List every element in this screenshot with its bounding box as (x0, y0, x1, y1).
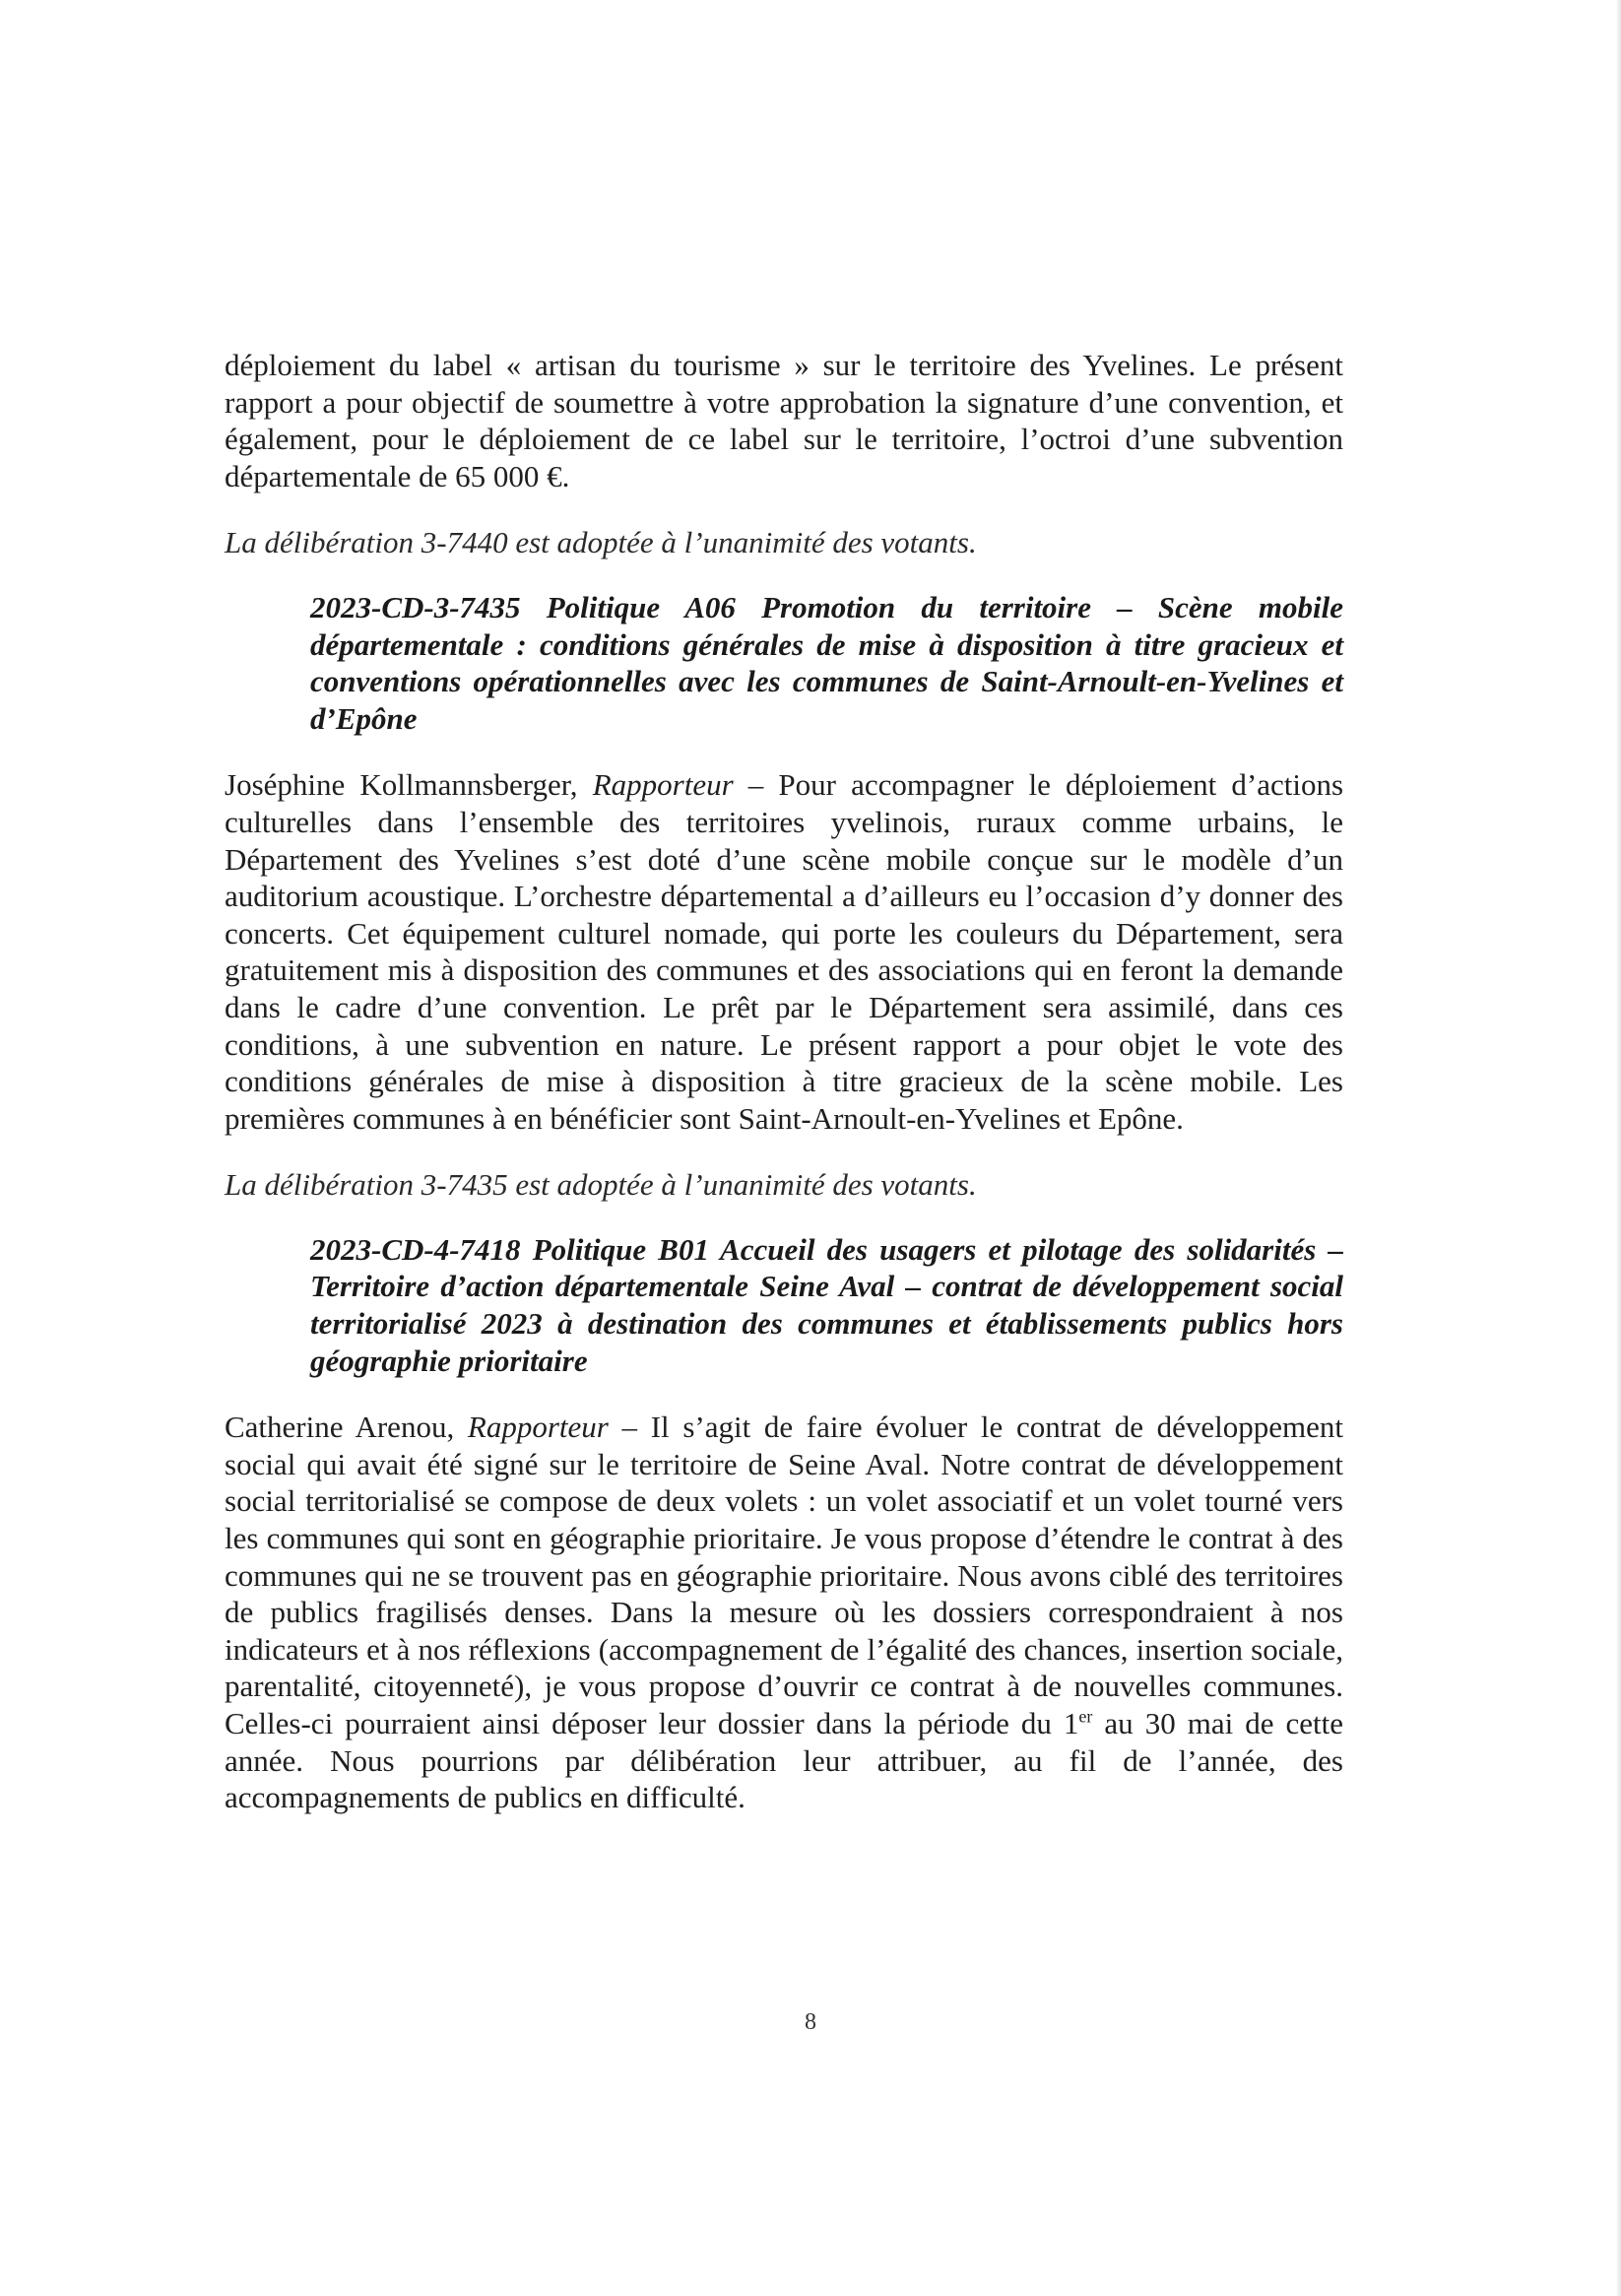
page-content (225, 347, 1343, 1846)
speech-text-part-2: au 30 mai de cette année. Nous pourrions par délibération leur attribuer, au fil de l’année, des accompagnements de publics en difficulté. (225, 1706, 1343, 1815)
speech-text: – Pour accompagner le déploiement d’actions culturelles dans l’ensemble des territoires yvelinois, ruraux comme urbains, le Département des Yvelines s’est doté d’une scène mobile conçue sur le modèle d’un auditorium acoustique. L’orchestre départemental a d’ailleurs eu l’occasion d’y donner des concerts. Cet équipement culturel nomade, qui porte les couleurs du Département, sera gratuitement mis à disposition des communes et des associations qui en feront la demande dans le cadre d’une convention. Le prêt par le Département sera assimilé, dans ces conditions, à une subvention en nature. Le présent rapport a pour objet le vote des conditions générales de mise à disposition à titre gracieux de la scène mobile. Les premières communes à en bénéficier sont Saint-Arnoult-en-Yvelines et Epône. (225, 767, 1344, 1136)
speaker-role: Rapporteur (592, 767, 734, 803)
agenda-item-title-7418: 2023-CD-4-7418 Politique B01 Accueil des usagers et pilotage des solidarités – Territoire d’action départementale Seine Aval – contrat de développement social territorialisé 2023 à destination des communes et établissements publics hors géographie prioritaire (310, 1231, 1343, 1378)
speech-paragraph-7418 (225, 1409, 1343, 1816)
page-number: 8 (805, 2009, 816, 2035)
speaker-name: Joséphine Kollmannsberger, (225, 767, 578, 803)
speech-paragraph-7435 (225, 766, 1343, 1137)
vote-result-7435: La délibération 3-7435 est adoptée à l’unanimité des votants. (225, 1167, 977, 1203)
vote-result-7440: La délibération 3-7440 est adoptée à l’unanimité des votants. (225, 525, 977, 560)
speech-text-part-1: – Il s’agit de faire évoluer le contrat de développement social qui avait été signé sur le territoire de Seine Aval. Notre contrat de développement social territorialisé se compose de deux volets : un volet associatif et un volet tourné vers les communes qui sont en géographie prioritaire. Je vous propose d’étendre le contrat à des communes qui ne se trouvent pas en géographie prioritaire. Nous avons ciblé des territoires de publics fragilisés denses. Dans la mesure où les dossiers correspondraient à nos indicateurs et à nos réflexions (accompagnement de l’égalité des chances, insertion sociale, parentalité, citoyenneté), je vous propose d’ouvrir ce contrat à de nouvelles communes. Celles-ci pourraient ainsi déposer leur dossier dans la période du 1 (225, 1410, 1344, 1740)
intro-paragraph: déploiement du label « artisan du tourisme » sur le territoire des Yvelines. Le présent rapport a pour objectif de soumettre à votre approbation la signature d’une convention, et également, pour le déploiement de ce label sur le territoire, l’octroi d’une subvention départementale de 65 000 €. (225, 348, 1343, 493)
agenda-item-title-7435: 2023-CD-3-7435 Politique A06 Promotion du territoire – Scène mobile départementale : conditions générales de mise à disposition à titre gracieux et conventions opérationnelles avec les communes de Saint-Arnoult-en-Yvelines et d’Epône (310, 589, 1343, 736)
speaker-role: Rapporteur (467, 1410, 609, 1445)
speaker-name: Catherine Arenou, (225, 1410, 455, 1445)
scan-edge-shadow (1617, 0, 1621, 2296)
ordinal-suffix: er (1078, 1706, 1093, 1727)
